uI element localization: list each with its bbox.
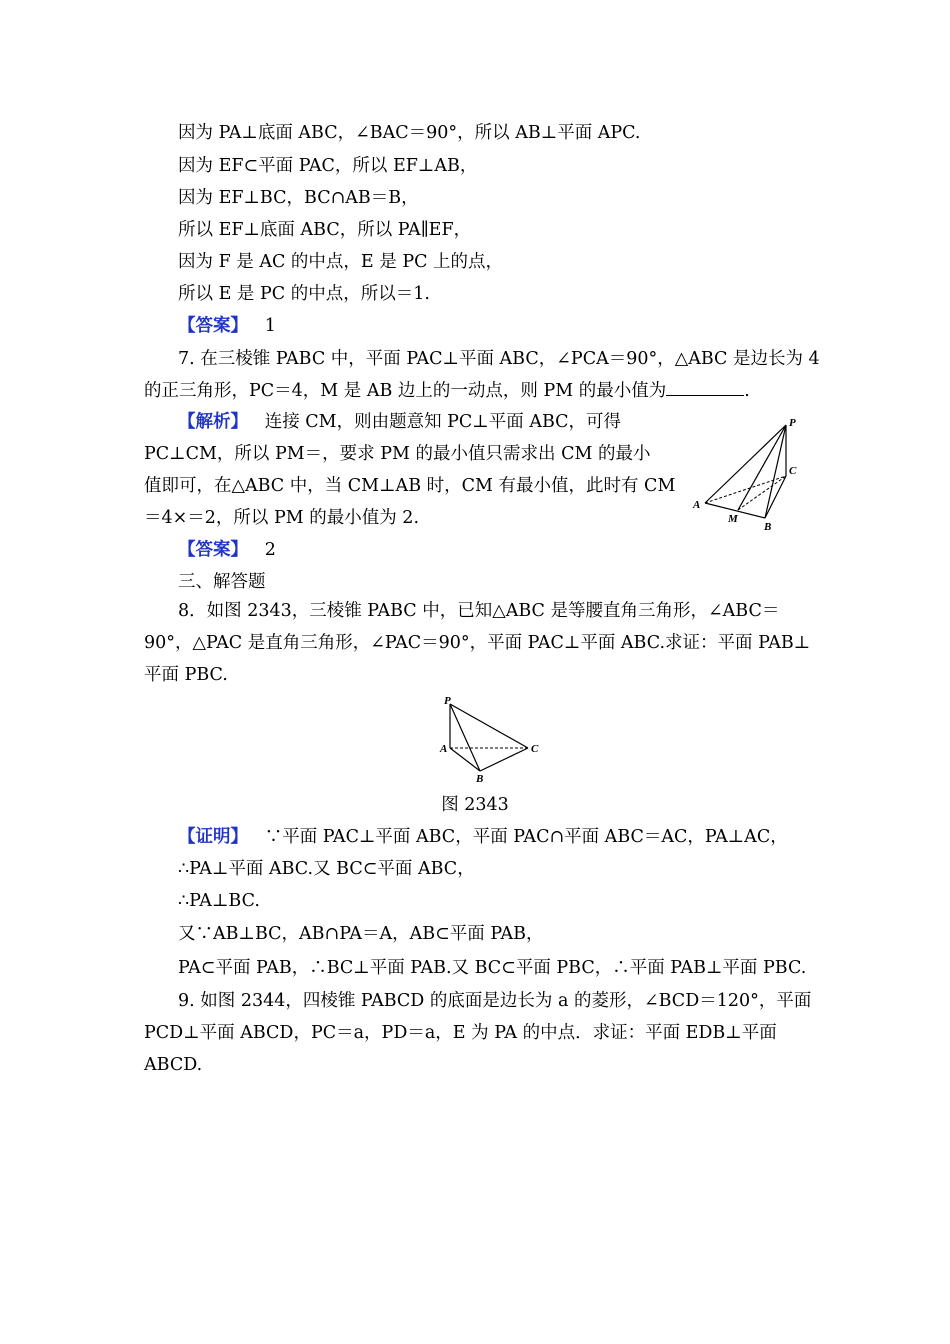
analysis-line4: ＝4×＝2，所以 PM 的最小值为 2. xyxy=(144,508,420,528)
answer-tag: 【答案】 xyxy=(178,316,248,336)
text-line: 所以 EF⊥底面 ABC，所以 PA∥EF， xyxy=(178,220,472,240)
question-8-line3: 平面 PBC. xyxy=(144,665,228,685)
proof-line1 xyxy=(178,824,788,850)
proof-line3: ∴PA⊥BC. xyxy=(178,891,260,911)
question-9-line2: PCD⊥平面 ABCD，PC＝a，PD＝a，E 为 PA 的中点．求证：平面 EDB⊥平面 xyxy=(144,1023,777,1043)
figure-caption: 图 2343 xyxy=(441,795,509,815)
question-9-line3: ABCD. xyxy=(144,1055,203,1075)
analysis-line1 xyxy=(178,409,621,435)
label-a: A xyxy=(440,743,448,755)
label-c: C xyxy=(531,743,539,755)
label-p: P xyxy=(444,695,451,707)
label-p: P xyxy=(789,417,796,429)
answer-value: 1 xyxy=(264,316,276,336)
question-7-text: 的正三角形，PC＝4，M 是 AB 边上的一动点，则 PM 的最小值为 xyxy=(144,381,667,401)
analysis-text: 连接 CM，则由题意知 PC⊥平面 ABC，可得 xyxy=(264,412,622,432)
question-7-line2 xyxy=(144,378,750,404)
section-heading: 三、解答题 xyxy=(178,572,266,592)
text-line: 因为 EF⊂平面 PAC，所以 EF⊥AB， xyxy=(178,156,478,176)
analysis-tag: 【解析】 xyxy=(178,412,248,432)
text-line: 因为 EF⊥BC，BC∩AB＝B， xyxy=(178,188,419,208)
answer-tag: 【答案】 xyxy=(178,540,248,560)
label-a: A xyxy=(693,499,701,511)
proof-line4: 又∵AB⊥BC，AB∩PA＝A，AB⊂平面 PAB， xyxy=(178,924,544,944)
label-c: C xyxy=(789,465,797,477)
question-8-line1: 8．如图 2343，三棱锥 PABC 中，已知△ABC 是等腰直角三角形，∠ABC＝ xyxy=(178,601,780,621)
proof-text: ∵平面 PAC⊥平面 ABC，平面 PAC∩平面 ABC＝AC，PA⊥AC， xyxy=(264,827,788,847)
pyramid-figure-2343 xyxy=(436,694,548,786)
text-line: 所以 E 是 PC 的中点，所以＝1. xyxy=(178,284,430,304)
text-line: 因为 PA⊥底面 ABC，∠BAC＝90°，所以 AB⊥平面 APC. xyxy=(178,123,641,143)
analysis-line2: PC⊥CM，所以 PM＝，要求 PM 的最小值只需求出 CM 的最小 xyxy=(144,444,651,464)
proof-tag: 【证明】 xyxy=(178,827,248,847)
answer-line xyxy=(178,537,276,563)
question-7-line1: 7. 在三棱锥 PABC 中，平面 PAC⊥平面 ABC，∠PCA＝90°，△ABC 是边长为 4 xyxy=(178,349,820,369)
answer-line xyxy=(178,313,276,339)
label-b: B xyxy=(476,773,484,785)
analysis-line3: 值即可，在△ABC 中，当 CM⊥AB 时，CM 有最小值，此时有 CM xyxy=(144,476,676,496)
proof-line5: PA⊂平面 PAB，∴BC⊥平面 PAB.又 BC⊂平面 PBC，∴平面 PAB⊥平面 PBC. xyxy=(178,958,807,978)
label-b: B xyxy=(764,521,772,533)
question-8-line2: 90°，△PAC 是直角三角形，∠PAC＝90°，平面 PAC⊥平面 ABC.求证：平面 PAB⊥ xyxy=(144,633,811,653)
text-line: 因为 F 是 AC 的中点，E 是 PC 上的点， xyxy=(178,252,504,272)
label-m: M xyxy=(728,513,738,525)
answer-blank xyxy=(666,379,744,396)
question-7-end: . xyxy=(744,381,750,401)
answer-value: 2 xyxy=(264,540,276,560)
pyramid-figure-pabc-m xyxy=(688,414,814,536)
proof-line2: ∴PA⊥平面 ABC.又 BC⊂平面 ABC， xyxy=(178,859,475,879)
question-9-line1: 9. 如图 2344，四棱锥 PABCD 的底面是边长为 a 的菱形，∠BCD＝120°，平面 xyxy=(178,991,812,1011)
